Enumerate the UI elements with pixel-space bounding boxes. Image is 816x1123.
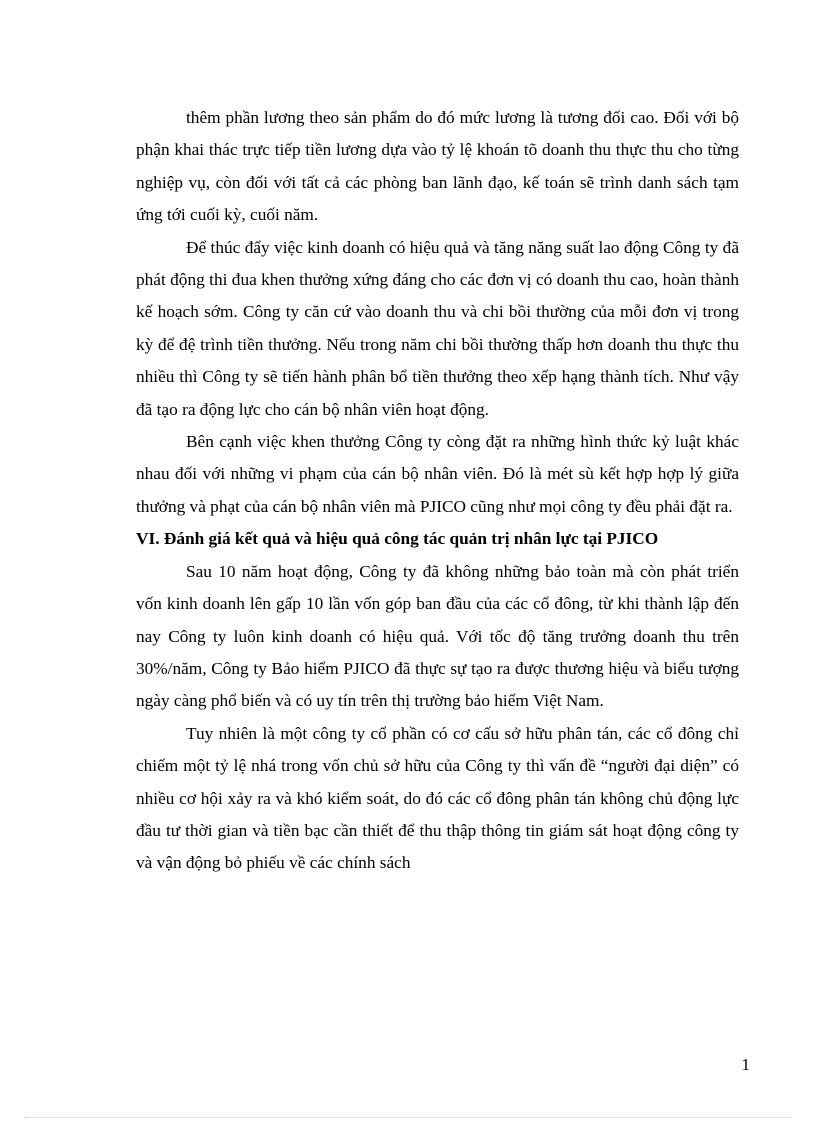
paragraph-emulation-rewards: Để thúc đẩy việc kinh doanh có hiệu quả và tăng năng suất lao động Công ty đã phát động thi đua khen thưởng xứng đáng cho các đơn vị có doanh thu cao, hoàn thành kế hoạch sớm. Công ty căn cứ vào doanh thu và chi bồi thường của mỗi đơn vị trong kỳ để đệ trình tiền thưởng. Nếu trong năm chi bồi thường thấp hơn doanh thu thực thu nhiều thì Công ty sẽ tiến hành phân bổ tiền thưởng theo xếp hạng thành tích. Như vậy đã tạo ra động lực cho cán bộ nhân viên hoạt động.: [136, 237, 739, 419]
paragraph-ownership: Tuy nhiên là một công ty cổ phần có cơ cấu sở hữu phân tán, các cổ đông chỉ chiếm một tỷ lệ nhá trong vốn chủ sở hữu của Công ty thì vấn đề “người đại diện” có nhiều cơ hội xảy ra và khó kiểm soát, do đó các cổ đông phân tán không chủ động lực đầu tư thời gian và tiền bạc cần thiết để thu thập thông tin giám sát hoạt động công ty và vận động bỏ phiếu về các chính sách: [136, 723, 739, 873]
paragraph-discipline: Bên cạnh việc khen thưởng Công ty còng đặt ra những hình thức kỷ luật khác nhau đối với những vi phạm của cán bộ nhân viên. Đó là mét sù kết hợp hợp lý giữa thưởng và phạt của cán bộ nhân viên mà PJICO cũng như mọi công ty đều phải đặt ra.: [136, 432, 739, 516]
paragraph-results: Sau 10 năm hoạt động, Công ty đã không những bảo toàn mà còn phát triển vốn kinh doanh lên gấp 10 lần vốn góp ban đầu của các cổ đông, từ khi thành lập đến nay Công ty luôn kinh doanh có hiệu quả. Với tốc độ tăng trưởng doanh thu trên 30%/năm, Công ty Bảo hiểm PJICO đã thực sự tạo ra được thương hiệu và biểu tượng ngày càng phổ biến và có uy tín trên thị trường bảo hiểm Việt Nam.: [136, 561, 739, 711]
section-heading: VI. Đánh giá kết quả và hiệu quả công tác quản trị nhân lực tại PJICO: [136, 529, 659, 549]
document-body: [136, 102, 739, 880]
paragraph-salary-continuation: thêm phần lương theo sản phẩm do đó mức lương là tương đối cao. Đối với bộ phận khai thác trực tiếp tiền lương dựa vào tỷ lệ khoán tõ doanh thu thực thu cho từng nghiệp vụ, còn đối với tất cả các phòng ban lãnh đạo, kế toán sẽ trình danh sách tạm ứng tới cuối kỳ, cuối năm.: [136, 108, 739, 225]
page-number: 1: [741, 1055, 750, 1074]
page-bottom-divider: [24, 1117, 792, 1118]
